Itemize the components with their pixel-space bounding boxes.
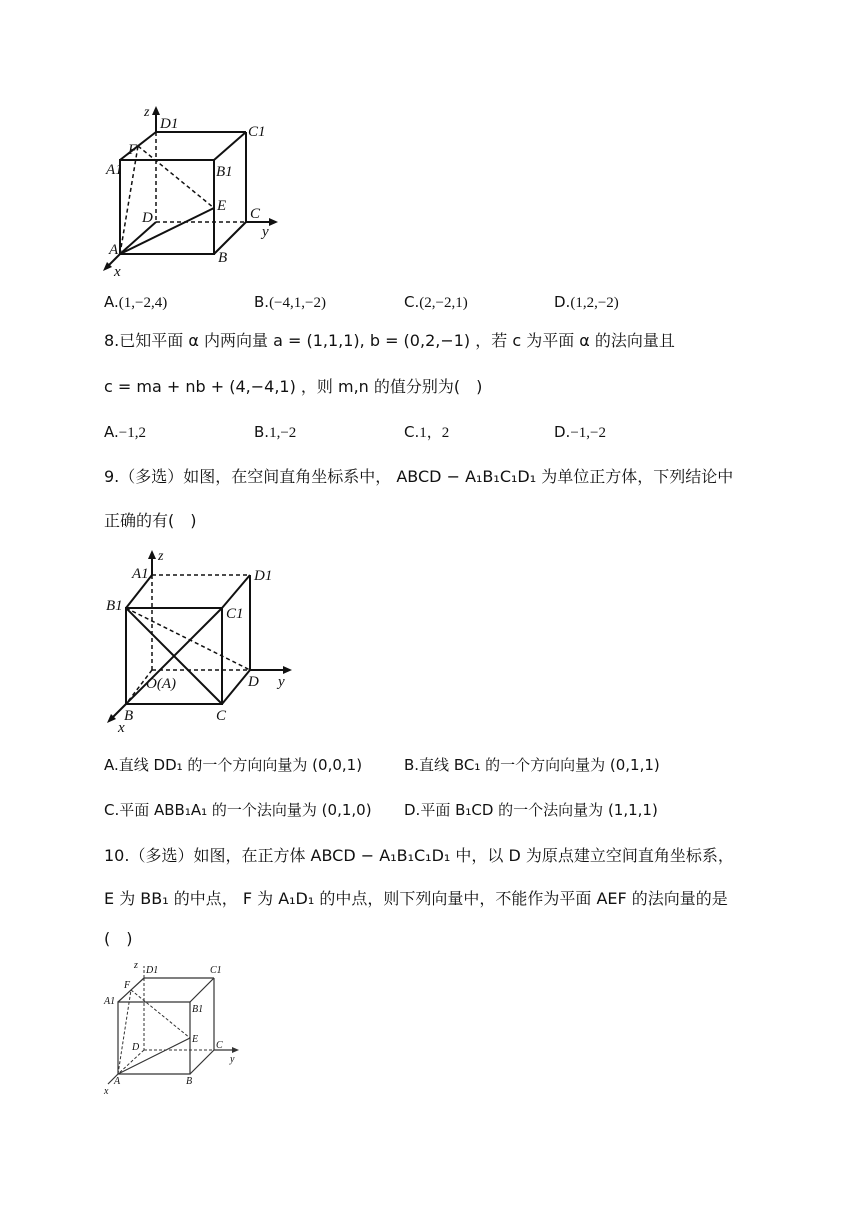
axis-z-label: z: [158, 549, 164, 564]
q10-stem-line1: 10.（多选）如图，在正方体 ABCD − A₁B₁C₁D₁ 中，以 D 为原点建立空间直角坐标系，: [104, 846, 734, 865]
label-C1: C1: [226, 606, 244, 622]
q8-stem-line2: c = ma + nb + (4,−4,1) ，则 m,n 的值分别为( ): [104, 377, 483, 396]
axis-x-label: x: [114, 264, 121, 280]
q10-stem-line2: E 为 BB₁ 的中点， F 为 A₁D₁ 的中点，则下列向量中，不能作为平面 AEF 的法向量的是: [104, 889, 728, 908]
label-D1: D1: [146, 965, 159, 976]
label-E: E: [192, 1034, 199, 1045]
label-A: A: [109, 242, 119, 258]
label-C1: C1: [248, 124, 266, 140]
q8-option-b[interactable]: B.1,−2: [254, 423, 297, 441]
axis-y-label: y: [278, 674, 285, 690]
label-C: C: [216, 708, 227, 724]
q7-option-a[interactable]: A.(1,−2,4): [104, 293, 168, 311]
figure-q9-cube: [104, 548, 304, 738]
axis-z-label: z: [144, 105, 150, 120]
figure-q7-cube: [100, 98, 290, 283]
label-A1: A1: [106, 162, 123, 178]
label-C1: C1: [210, 965, 222, 976]
label-C: C: [250, 206, 261, 222]
q8-option-a[interactable]: A.−1,2: [104, 423, 146, 441]
q8-stem-line1: 8.已知平面 α 内两向量 a = (1,1,1), b = (0,2,−1) ，若 c 为平面 α 的法向量且: [104, 331, 675, 350]
label-D: D: [248, 674, 259, 690]
q9-stem-line2: 正确的有( ): [104, 511, 197, 530]
axis-x-label: x: [104, 1086, 109, 1097]
q9-option-a[interactable]: A.直线 DD₁ 的一个方向向量为 (0,0,1): [104, 756, 363, 774]
label-D1: D1: [160, 116, 179, 132]
axis-z-label: z: [134, 960, 138, 971]
q10-stem-line3: ( ): [104, 929, 133, 948]
axis-y-label: y: [230, 1054, 235, 1065]
label-C: C: [216, 1040, 223, 1051]
q9-option-c[interactable]: C.平面 ABB₁A₁ 的一个法向量为 (0,1,0): [104, 801, 372, 819]
label-B1: B1: [106, 598, 123, 614]
label-B: B: [186, 1076, 193, 1087]
label-A1: A1: [104, 996, 116, 1007]
q9-option-d[interactable]: D.平面 B₁CD 的一个法向量为 (1,1,1): [404, 801, 658, 819]
axis-y-label: y: [262, 224, 269, 240]
q9-stem-line1: 9.（多选）如图，在空间直角坐标系中， ABCD − A₁B₁C₁D₁ 为单位正方体，下列结论中: [104, 467, 734, 486]
label-B1: B1: [216, 164, 233, 180]
label-D: D: [132, 1042, 140, 1053]
label-OA: O(A): [146, 676, 176, 692]
figure-q10-cube: [100, 958, 250, 1098]
label-F: F: [128, 142, 138, 158]
q7-option-d[interactable]: D.(1,2,−2): [554, 293, 619, 311]
q7-option-b[interactable]: B.(−4,1,−2): [254, 293, 326, 311]
q8-option-d[interactable]: D.−1,−2: [554, 423, 606, 441]
label-D: D: [142, 210, 153, 226]
q9-option-b[interactable]: B.直线 BC₁ 的一个方向向量为 (0,1,1): [404, 756, 660, 774]
label-B1: B1: [192, 1004, 204, 1015]
label-A1: A1: [132, 566, 149, 582]
label-B: B: [218, 250, 228, 266]
label-B: B: [124, 708, 134, 724]
label-D1: D1: [254, 568, 273, 584]
q8-option-c[interactable]: C.1，2: [404, 423, 450, 441]
label-A: A: [114, 1076, 121, 1087]
axis-x-label: x: [118, 720, 125, 736]
q7-option-c[interactable]: C.(2,−2,1): [404, 293, 468, 311]
label-E: E: [217, 198, 227, 214]
label-F: F: [124, 980, 131, 991]
